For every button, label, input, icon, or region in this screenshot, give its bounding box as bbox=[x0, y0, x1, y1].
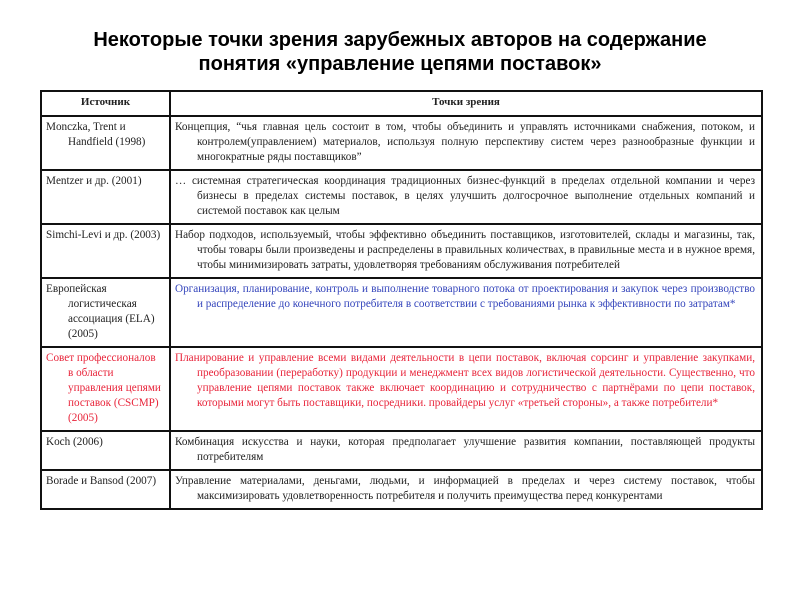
table-row bbox=[41, 116, 762, 170]
row-viewpoint: Управление материалами, деньгами, людьми, и информацией в пределах и через систему поставок, чтобы максимизировать удовлетворенность потребителя и получить преимущества перед конкурентами bbox=[170, 470, 762, 509]
table-row bbox=[41, 170, 762, 224]
row-source: Mentzer и др. (2001) bbox=[41, 170, 170, 224]
row-viewpoint: Планирование и управление всеми видами деятельности в цепи поставок, включая сорсинг и управление закупками, преобразовании (переработку) продукции и менеджмент всех видов логистической деятельности. Существенно, что управление цепями поставок также включает координацию и сотрудничество с партнёрами по цепи поставок, которыми могут быть поставщики, посредники. провайдеры услуг «третьей стороны», а также потребители* bbox=[170, 347, 762, 431]
header-source: Источник bbox=[41, 91, 170, 116]
row-source: Borade и Bansod (2007) bbox=[41, 470, 170, 509]
row-viewpoint: Набор подходов, используемый, чтобы эффективно объединить поставщиков, изготовителей, склады и магазины, так, чтобы товары были произведены и распределены в правильных количествах, в правильные места и в нужное время, чтобы минимизировать затраты, удовлетворяя требованиям обслуживания потребителей bbox=[170, 224, 762, 278]
header-viewpoints: Точки зрения bbox=[170, 91, 762, 116]
row-source: Совет профессионалов в области управления цепями поставок (CSCMP) (2005) bbox=[41, 347, 170, 431]
row-source: Koch (2006) bbox=[41, 431, 170, 470]
row-source: Monczka, Trent и Handfield (1998) bbox=[41, 116, 170, 170]
slide-title-line-2: понятия «управление цепями поставок» bbox=[198, 53, 602, 75]
row-source: Европейская логистическая ассоциация (ELA) (2005) bbox=[41, 278, 170, 347]
slide-title bbox=[0, 28, 800, 76]
table-header-row bbox=[41, 91, 762, 116]
row-source: Simchi-Levi и др. (2003) bbox=[41, 224, 170, 278]
row-viewpoint: Организация, планирование, контроль и выполнение товарного потока от проектирования и закупок через производство и распределение до конечного потребителя в соответствии с требованиями рынка к эффективности по затратам* bbox=[170, 278, 762, 347]
row-viewpoint: Комбинация искусства и науки, которая предполагает улучшение развития компании, поставляющей продукты потребителям bbox=[170, 431, 762, 470]
row-viewpoint: Концепция, “чья главная цель состоит в том, чтобы объединить и управлять источниками снабжения, потоком, и контролем(управлением) материалов, используя полную перспективу систем через разнообразные функции и многократные ряды поставщиков” bbox=[170, 116, 762, 170]
table-row bbox=[41, 224, 762, 278]
table-row bbox=[41, 347, 762, 431]
row-viewpoint: … системная стратегическая координация традиционных бизнес-функций в пределах отдельной компании и через бизнесы в пределах системы поставок, в целях улучшить долгосрочное выполнение отдельных компаний и системой поставок как целым bbox=[170, 170, 762, 224]
table-row bbox=[41, 431, 762, 470]
table-row bbox=[41, 470, 762, 509]
viewpoints-table bbox=[40, 90, 763, 510]
slide-title-line-1: Некоторые точки зрения зарубежных авторов на содержание bbox=[93, 29, 707, 51]
table-row bbox=[41, 278, 762, 347]
